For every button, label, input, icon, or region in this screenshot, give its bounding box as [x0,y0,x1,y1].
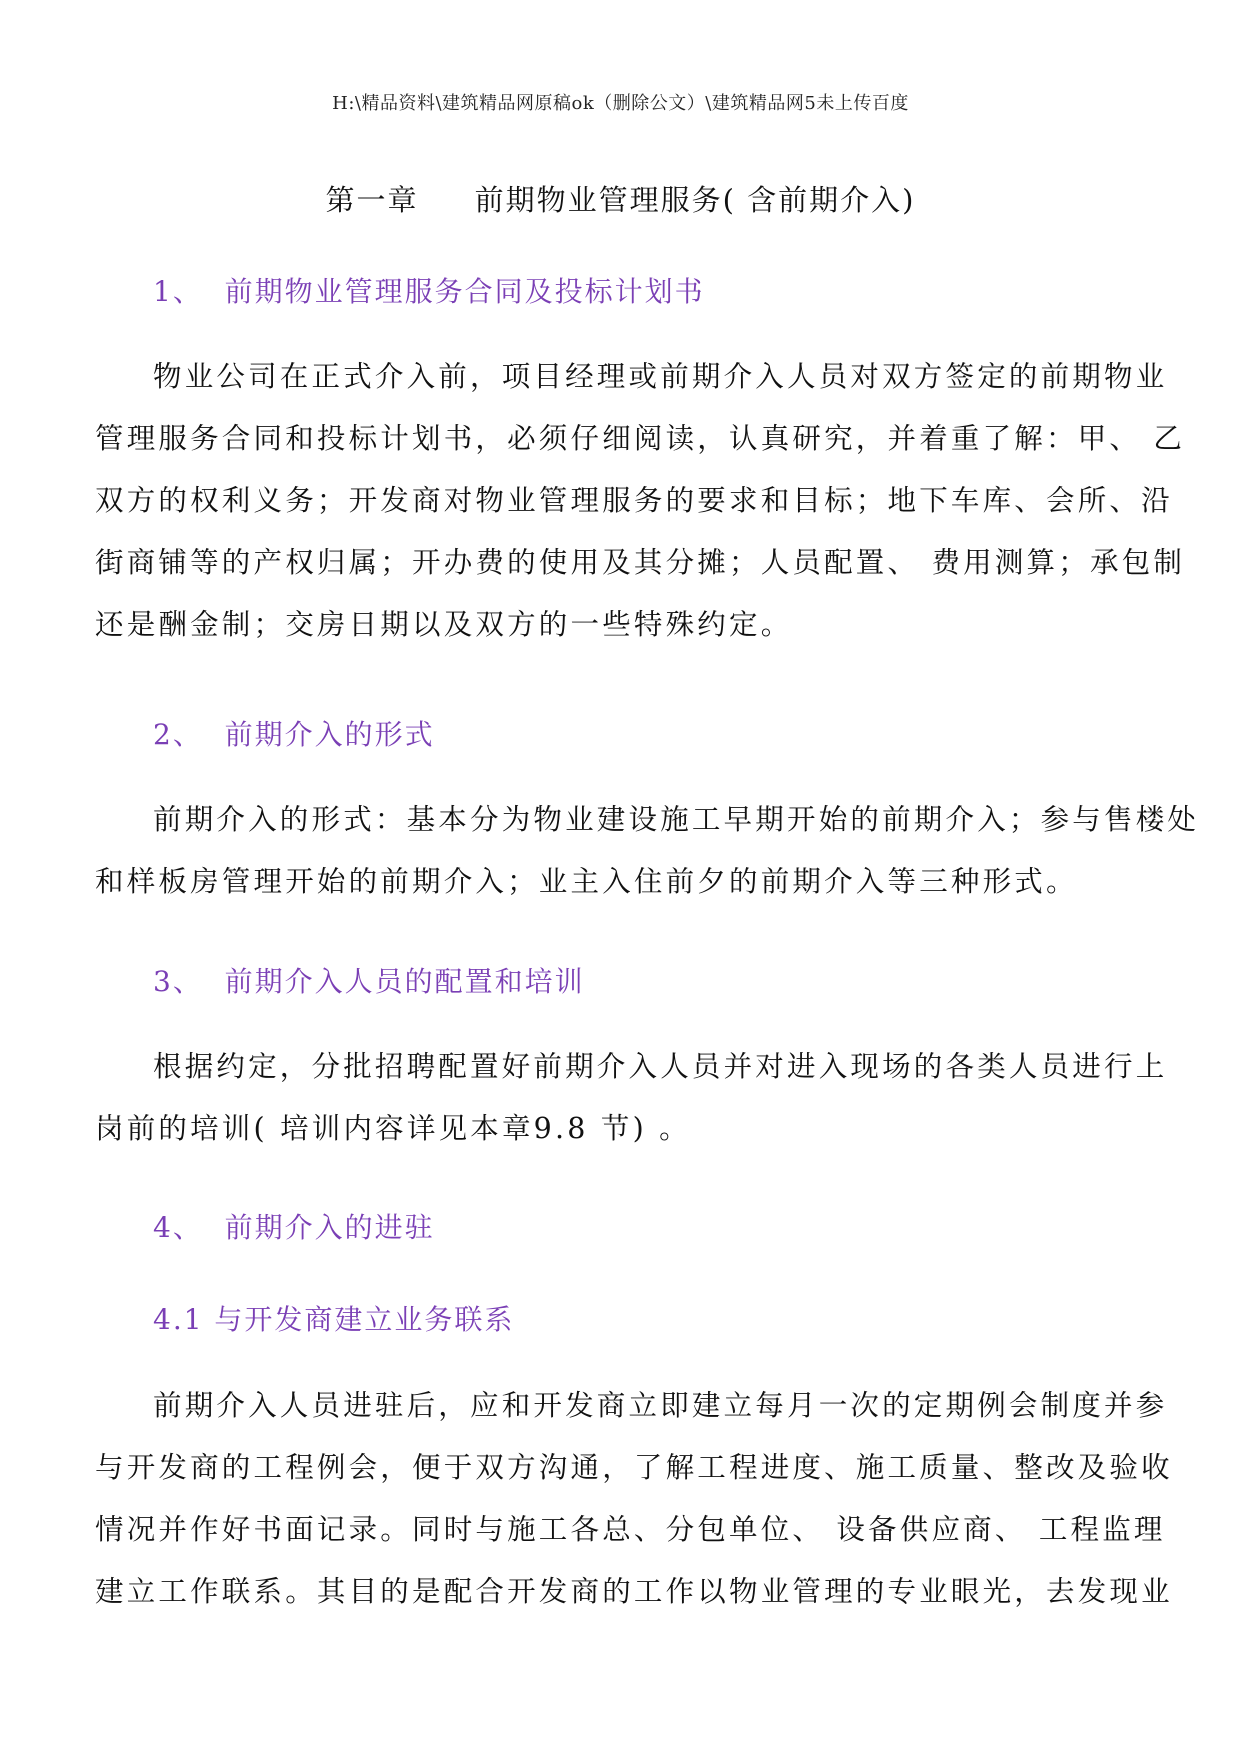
section-4-1-paragraph [95,1375,1173,1623]
section-heading-1: 1、 前期物业管理服务合同及投标计划书 [153,275,705,308]
section-1-paragraph [95,346,1186,656]
paragraph-line: 情况并作好书面记录。同时与施工各总、分包单位、 设备供应商、 工程监理 [95,1513,1166,1546]
paragraph-line: 管理服务合同和投标计划书，必须仔细阅读，认真研究，并着重了解：甲、 乙 [95,422,1186,455]
paragraph-line: 街商铺等的产权归属；开办费的使用及其分摊；人员配置、 费用测算；承包制 [95,546,1186,579]
paragraph-line: 和样板房管理开始的前期介入；业主入住前夕的前期介入等三种形式。 [95,865,1078,898]
section-heading-3: 3、 前期介入人员的配置和培训 [153,965,585,998]
paragraph-line: 建立工作联系。其目的是配合开发商的工作以物业管理的专业眼光，去发现业 [95,1575,1173,1608]
paragraph-line: 根据约定，分批招聘配置好前期介入人员并对进入现场的各类人员进行上 [153,1050,1168,1083]
file-path-header: H:\精品资料\建筑精品网原稿ok（删除公文）\建筑精品网5未上传百度 [332,93,909,114]
section-heading-4-1: 4.1 与开发商建立业务联系 [153,1303,515,1336]
paragraph-line: 岗前的培训( 培训内容详见本章9.8 节) 。 [95,1112,691,1145]
paragraph-line: 双方的权利义务；开发商对物业管理服务的要求和目标；地下车库、会所、沿 [95,484,1173,517]
section-heading-4: 4、 前期介入的进驻 [153,1211,435,1244]
paragraph-line: 前期介入的形式：基本分为物业建设施工早期开始的前期介入；参与售楼处 [153,803,1200,836]
section-heading-2: 2、 前期介入的形式 [153,718,435,751]
paragraph-line: 前期介入人员进驻后，应和开发商立即建立每月一次的定期例会制度并参 [153,1389,1168,1422]
paragraph-line: 与开发商的工程例会，便于双方沟通，了解工程进度、施工质量、整改及验收 [95,1451,1173,1484]
paragraph-line: 还是酬金制；交房日期以及双方的一些特殊约定。 [95,608,793,641]
paragraph-line: 物业公司在正式介入前，项目经理或前期介入人员对双方签定的前期物业 [153,360,1168,393]
chapter-title: 第一章 前期物业管理服务( 含前期介入) [325,183,916,217]
section-3-paragraph [95,1036,1168,1160]
section-2-paragraph [95,789,1200,913]
